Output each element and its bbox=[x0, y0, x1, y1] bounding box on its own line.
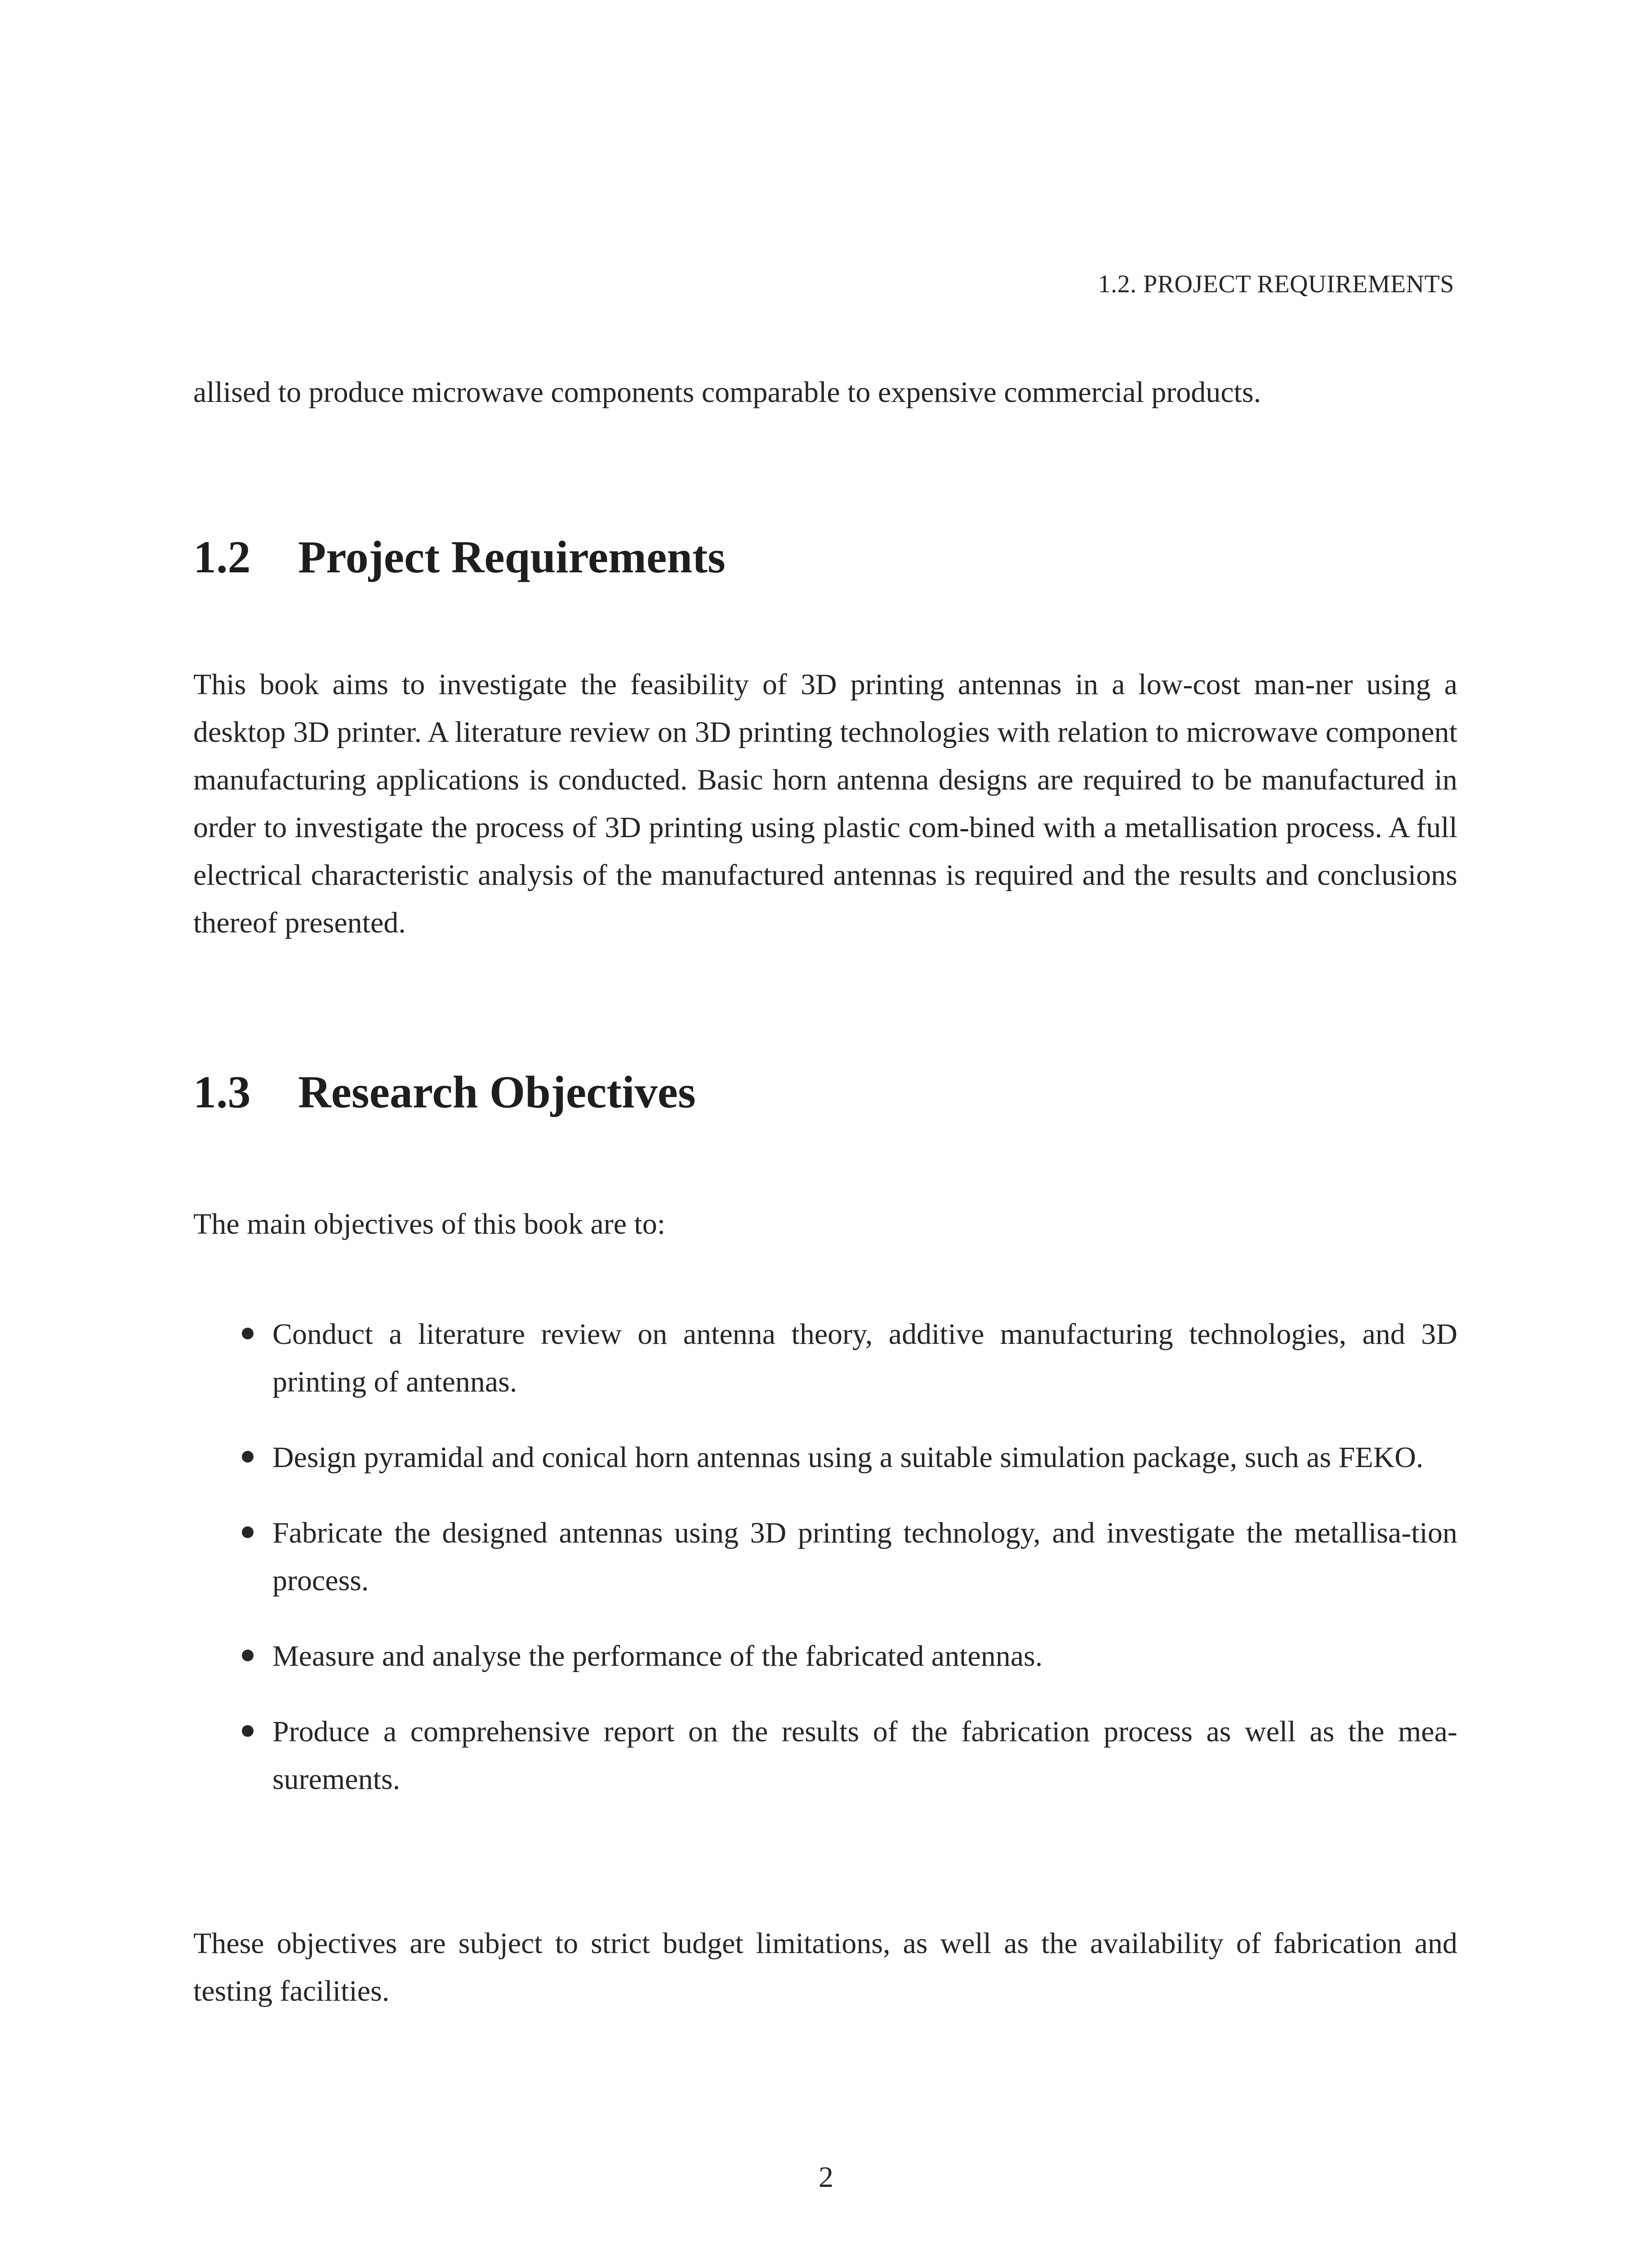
project-requirements-paragraph: This book aims to investigate the feasibility of 3D printing antennas in a low-cost man-ner using a desktop 3D printer. A literature review on 3D printing technologies with relation to microwave component manufacturing applications is conducted. Basic horn antenna designs are required to be manufactured in order to investigate the process of 3D printing using plastic com-bined with a metallisation process. A full electrical characteristic analysis of the manufactured antennas is required and the results and conclusions thereof presented. bbox=[193, 668, 1457, 939]
list-item bbox=[193, 1708, 1457, 1803]
page-number: 2 bbox=[819, 2161, 833, 2194]
running-header: 1.2. PROJECT REQUIREMENTS bbox=[1098, 270, 1454, 298]
bullet-icon bbox=[242, 1328, 254, 1339]
list-item bbox=[193, 1632, 1457, 1680]
list-item-text: Design pyramidal and conical horn antennas using a suitable simulation package, such as FEKO. bbox=[272, 1441, 1424, 1474]
section-number: 1.2 bbox=[193, 532, 251, 583]
objectives-intro: The main objectives of this book are to: bbox=[193, 1208, 666, 1240]
list-item bbox=[193, 1434, 1457, 1481]
section-heading-research-objectives bbox=[193, 1063, 696, 1122]
objectives-list bbox=[193, 1311, 1457, 1831]
section-title: Project Requirements bbox=[298, 532, 726, 583]
list-item-text: Fabricate the designed antennas using 3D printing technology, and investigate the metallisa-tion process. bbox=[272, 1517, 1457, 1597]
bullet-icon bbox=[242, 1650, 254, 1661]
section-heading-project-requirements bbox=[193, 528, 726, 587]
bullet-icon bbox=[242, 1725, 254, 1737]
list-item-text: Measure and analyse the performance of the fabricated antennas. bbox=[272, 1640, 1043, 1673]
bullet-icon bbox=[242, 1526, 254, 1538]
intro-continuation-paragraph: allised to produce microwave components comparable to expensive commercial products. bbox=[193, 376, 1261, 409]
objectives-closing-paragraph: These objectives are subject to strict budget limitations, as well as the availability of fabrication and testing facilities. bbox=[193, 1927, 1457, 2007]
section-title: Research Objectives bbox=[298, 1067, 696, 1118]
bullet-icon bbox=[242, 1451, 254, 1463]
list-item-text: Produce a comprehensive report on the results of the fabrication process as well as the mea-surements. bbox=[272, 1715, 1457, 1796]
list-item-text: Conduct a literature review on antenna theory, additive manufacturing technologies, and 3D printing of antennas. bbox=[272, 1318, 1457, 1398]
section-number: 1.3 bbox=[193, 1067, 251, 1118]
list-item bbox=[193, 1509, 1457, 1605]
list-item bbox=[193, 1311, 1457, 1406]
